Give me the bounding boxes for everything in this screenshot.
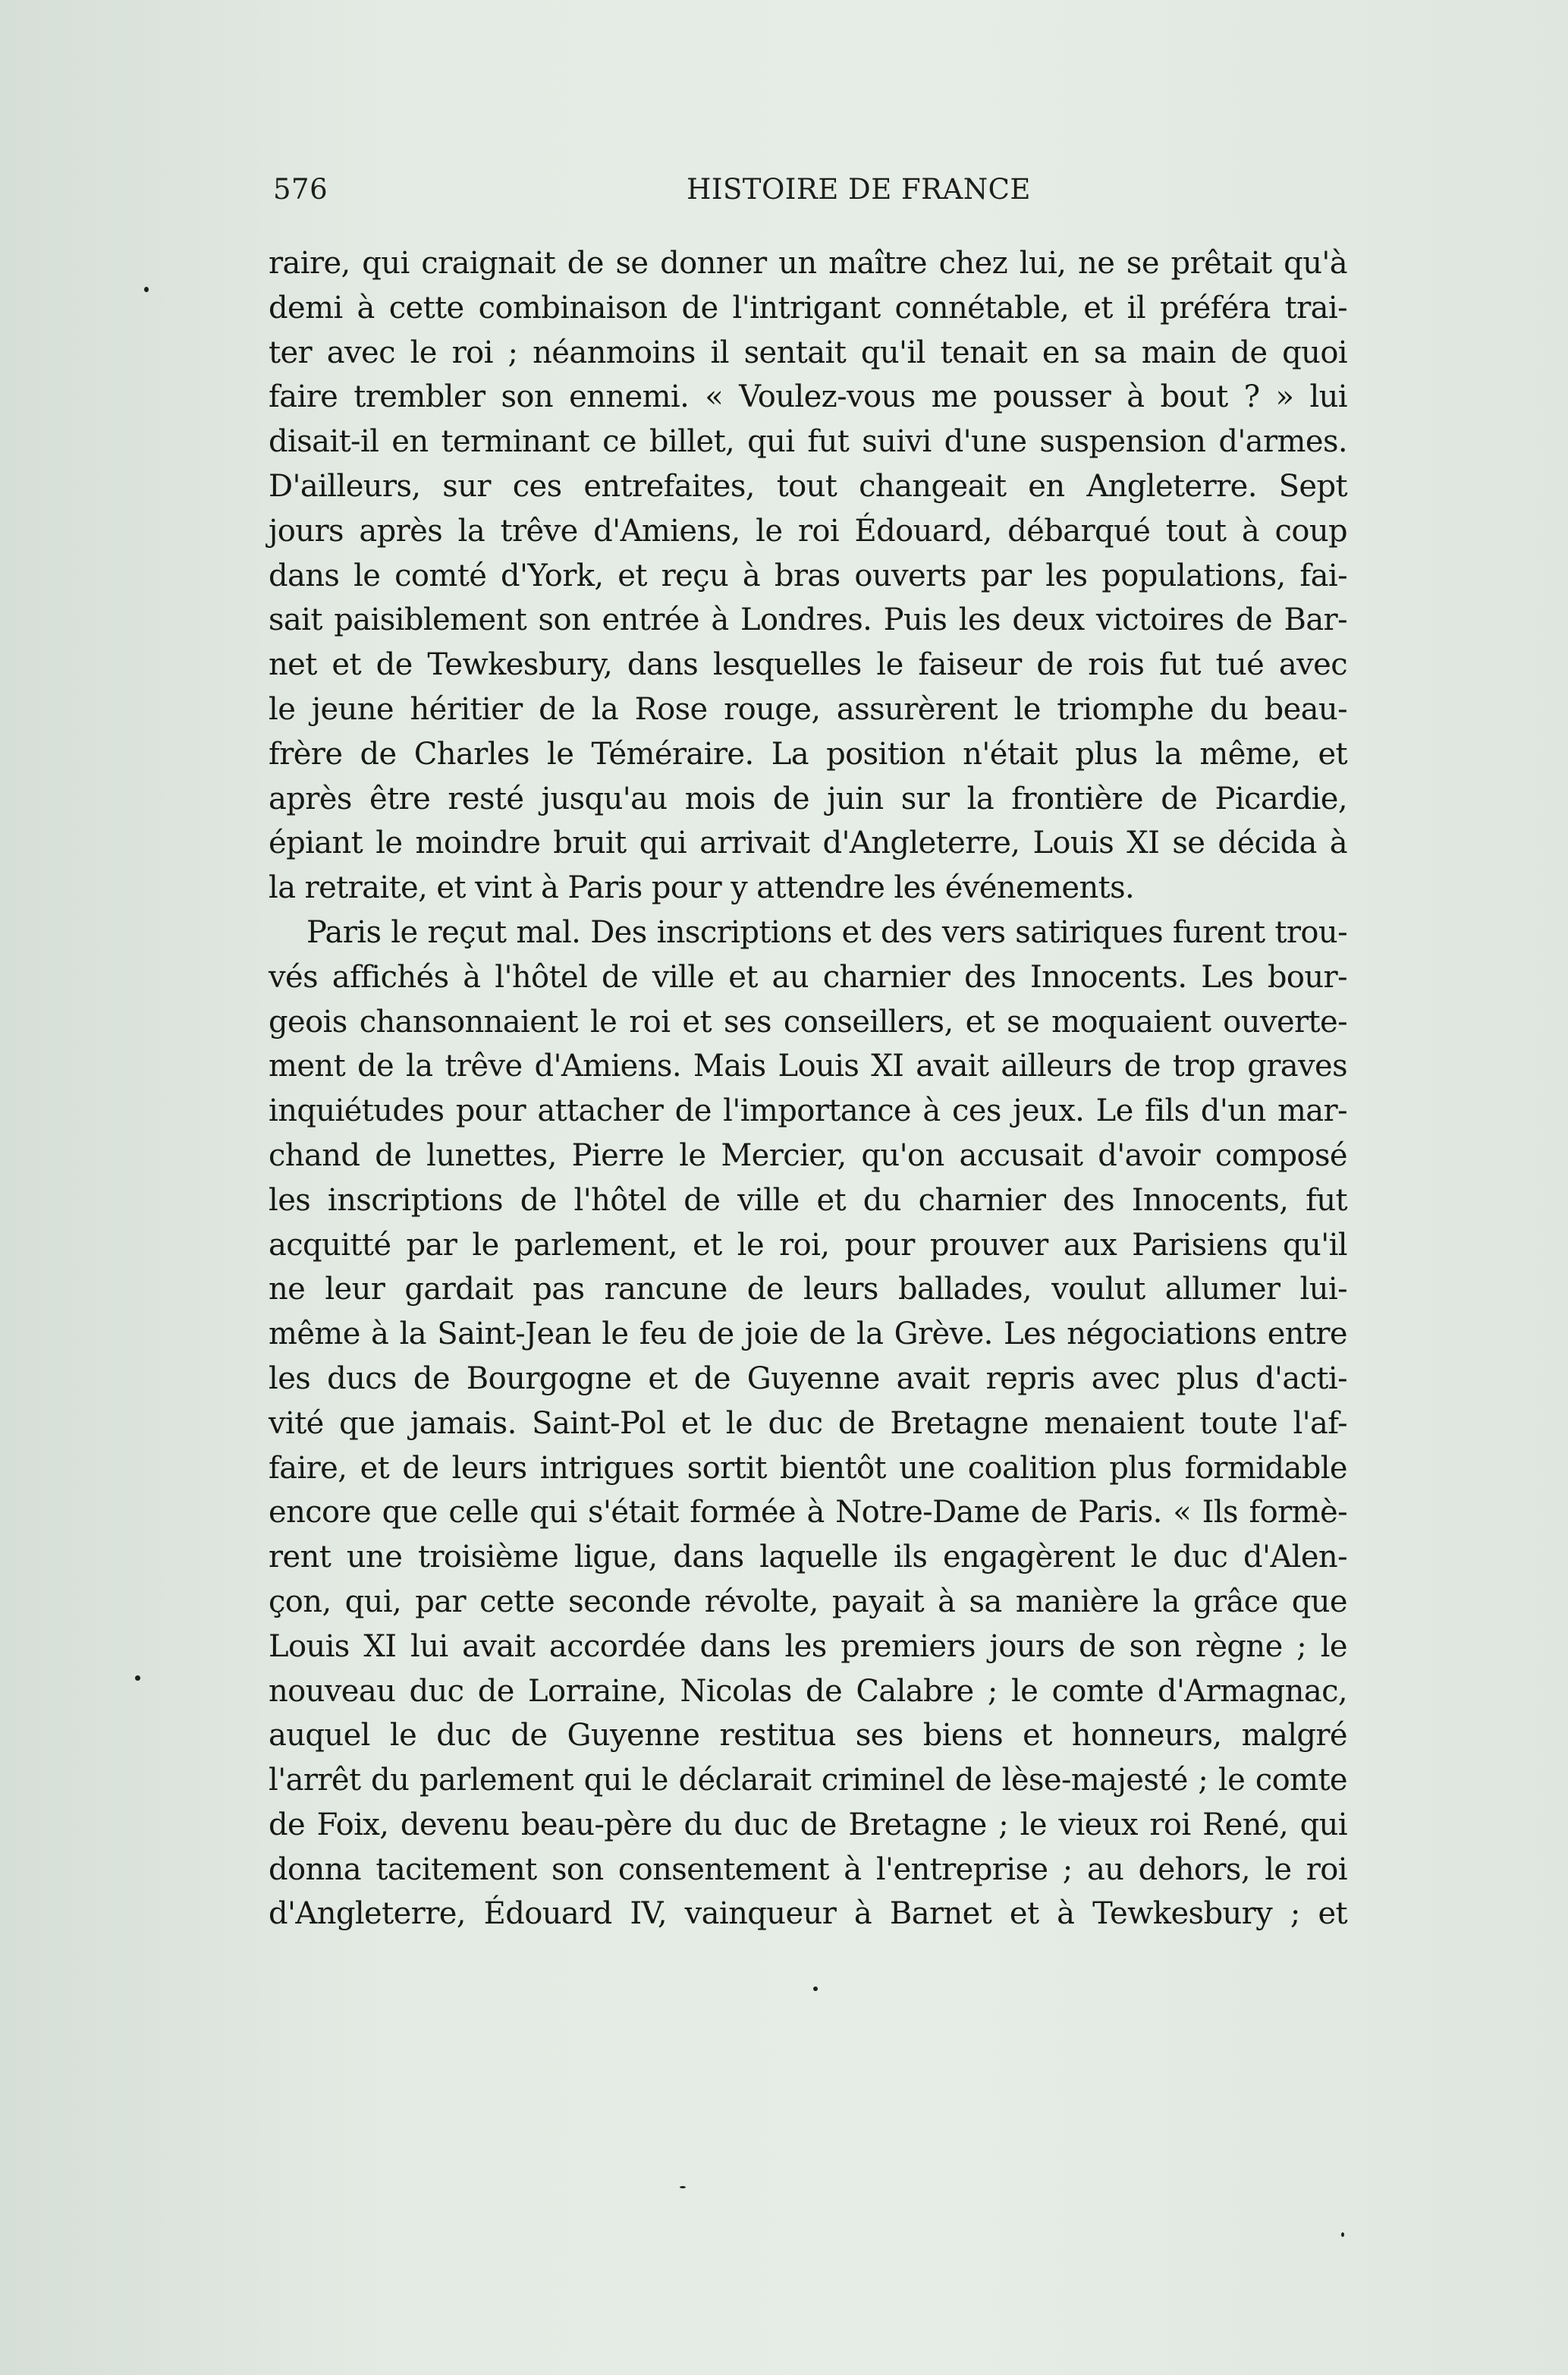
text-line: jours après la trêve d'Amiens, le roi Édouard, débarqué tout à coup xyxy=(269,513,1347,549)
text-line: nouveau duc de Lorraine, Nicolas de Calabre ; le comte d'Armagnac, xyxy=(269,1673,1347,1709)
text-line: chand de lunettes, Pierre le Mercier, qu'on accusait d'avoir composé xyxy=(269,1137,1347,1173)
text-line: auquel le duc de Guyenne restitua ses biens et honneurs, malgré xyxy=(269,1718,1347,1754)
paragraph-1 xyxy=(269,241,1347,911)
header-title: HISTOIRE DE FRANCE xyxy=(687,173,1031,206)
text-line: le jeune héritier de la Rose rouge, assurèrent le triomphe du beau- xyxy=(269,691,1347,727)
ink-speck xyxy=(144,287,149,292)
text-line: de Foix, devenu beau-père du duc de Bretagne ; le vieux roi René, qui xyxy=(269,1807,1347,1842)
text-line: çon, qui, par cette seconde révolte, payait à sa manière la grâce que xyxy=(269,1584,1347,1619)
paragraph-2 xyxy=(269,911,1347,1936)
text-line: geois chansonnaient le roi et ses conseillers, et se moquaient ouverte- xyxy=(269,1004,1347,1040)
ink-speck xyxy=(680,2186,686,2188)
text-line: ment de la trêve d'Amiens. Mais Louis XI avait ailleurs de trop graves xyxy=(269,1049,1347,1084)
text-line: ne leur gardait pas rancune de leurs ballades, voulut allumer lui- xyxy=(269,1272,1347,1307)
text-line: les ducs de Bourgogne et de Guyenne avait repris avec plus d'acti- xyxy=(269,1361,1347,1396)
text-line: net et de Tewkesbury, dans lesquelles le faiseur de rois fut tué avec xyxy=(269,647,1347,683)
ink-speck xyxy=(1341,2232,1344,2237)
text-line: faire trembler son ennemi. « Voulez-vous me pousser à bout ? » lui xyxy=(269,379,1347,415)
text-line: inquiétudes pour attacher de l'importance à ces jeux. Le fils d'un mar- xyxy=(269,1093,1347,1129)
text-line: Paris le reçut mal. Des inscriptions et des vers satiriques furent trou- xyxy=(306,914,1347,950)
page-number: 576 xyxy=(273,173,328,206)
text-line: vés affichés à l'hôtel de ville et au charnier des Innocents. Les bour- xyxy=(269,959,1347,995)
text-line: même à la Saint-Jean le feu de joie de la Grève. Les négociations entre xyxy=(269,1316,1347,1352)
text-line: Louis XI lui avait accordée dans les premiers jours de son règne ; le xyxy=(269,1628,1347,1664)
text-line: acquitté par le parlement, et le roi, pour prouver aux Parisiens qu'il xyxy=(269,1227,1347,1263)
text-line: après être resté jusqu'au mois de juin sur la frontière de Picardie, xyxy=(269,781,1347,816)
text-line: sait paisiblement son entrée à Londres. Puis les deux victoires de Bar- xyxy=(269,602,1347,638)
text-line: dans le comté d'York, et reçu à bras ouverts par les populations, fai- xyxy=(269,558,1347,593)
text-line: rent une troisième ligue, dans laquelle ils engagèrent le duc d'Alen- xyxy=(269,1540,1347,1575)
text-line: l'arrêt du parlement qui le déclarait criminel de lèse-majesté ; le comte xyxy=(269,1763,1347,1798)
ink-speck xyxy=(135,1675,140,1681)
text-line: ter avec le roi ; néanmoins il sentait qu'il tenait en sa main de quoi xyxy=(269,335,1347,370)
text-line: raire, qui craignait de se donner un maître chez lui, ne se prêtait qu'à xyxy=(269,246,1347,281)
text-line: demi à cette combinaison de l'intrigant connétable, et il préféra trai- xyxy=(269,290,1347,326)
text-line: disait-il en terminant ce billet, qui fut suivi d'une suspension d'armes. xyxy=(269,424,1347,460)
text-line: vité que jamais. Saint-Pol et le duc de Bretagne menaient toute l'af- xyxy=(269,1405,1347,1441)
running-head xyxy=(267,168,1347,211)
text-line: D'ailleurs, sur ces entrefaites, tout changeait en Angleterre. Sept xyxy=(269,468,1347,504)
body-text xyxy=(269,241,1347,1936)
text-line: les inscriptions de l'hôtel de ville et du charnier des Innocents, fut xyxy=(269,1182,1347,1218)
ink-speck xyxy=(813,1987,818,1991)
text-line: épiant le moindre bruit qui arrivait d'Angleterre, Louis XI se décida à xyxy=(269,826,1347,861)
text-line: encore que celle qui s'était formée à Notre-Dame de Paris. « Ils formè- xyxy=(269,1495,1347,1530)
text-line: faire, et de leurs intrigues sortit bientôt une coalition plus formidable xyxy=(269,1450,1347,1486)
text-line: frère de Charles le Téméraire. La position n'était plus la même, et xyxy=(269,736,1347,772)
text-line: d'Angleterre, Édouard IV, vainqueur à Barnet et à Tewkesbury ; et xyxy=(269,1896,1347,1932)
text-line: la retraite, et vint à Paris pour y attendre les événements. xyxy=(269,870,1135,906)
text-line: donna tacitement son consentement à l'entreprise ; au dehors, le roi xyxy=(269,1851,1347,1887)
